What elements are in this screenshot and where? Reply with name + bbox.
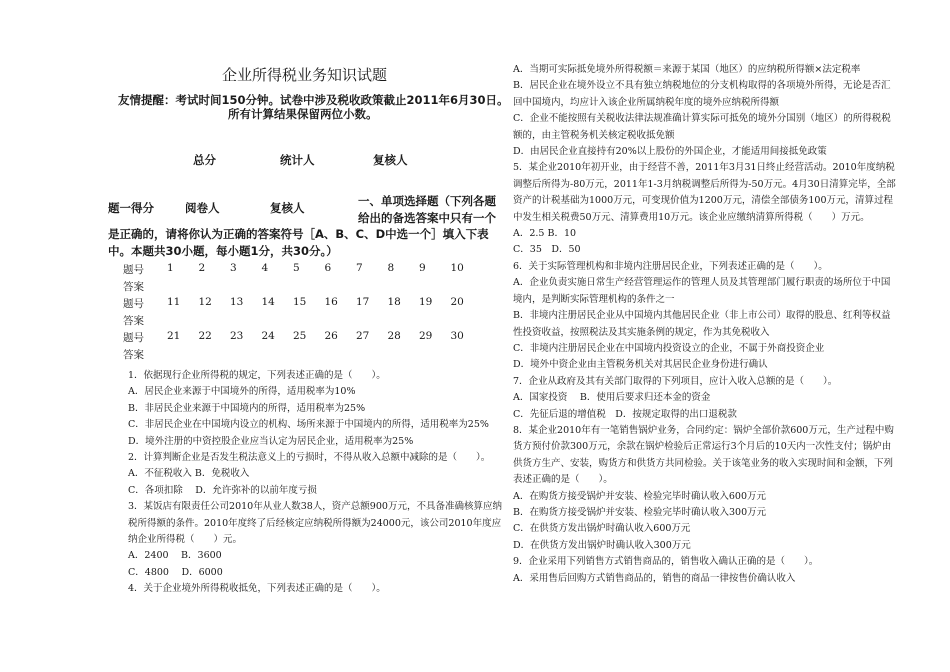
- question-number-cell: 20: [450, 296, 464, 308]
- answer-cell[interactable]: [356, 279, 388, 296]
- question-line: D．境外注册的中资控股企业应当认定为居民企业，适用税率为25%: [128, 435, 414, 447]
- question-number-cell: 10: [450, 262, 464, 274]
- answer-cell[interactable]: [293, 313, 325, 330]
- question-number-cell: 25: [293, 330, 307, 342]
- answer-cell[interactable]: [199, 313, 231, 330]
- answer-cell[interactable]: [293, 347, 325, 364]
- question-line: A．不征税收入 B．免税收入: [128, 468, 250, 480]
- answer-cell[interactable]: [293, 279, 325, 296]
- answer-cell[interactable]: [388, 313, 420, 330]
- question-line: D．在供货方发出锅炉时确认收入300万元: [513, 539, 691, 551]
- question-line: 6．关于实际管理机构和非境内注册居民企业，下列表述正确的是（ ）。: [513, 260, 828, 272]
- question-number-cell: 1: [167, 262, 174, 274]
- question-line: B．在购货方接受锅炉并安装、检验完毕时确认收入300万元: [513, 506, 767, 518]
- question-number-cell: 8: [387, 262, 395, 274]
- question-number-cell: 2: [198, 262, 206, 274]
- question-number-label: 题号: [123, 264, 144, 276]
- answer-cell[interactable]: [356, 313, 388, 330]
- question-number-label: 题号: [123, 332, 144, 344]
- answer-grid-answer-row: [123, 347, 482, 364]
- question-number-cell: 12: [198, 296, 212, 308]
- question-number-cell: 19: [419, 296, 433, 308]
- question-number-cell: 5: [293, 262, 300, 274]
- answer-cell[interactable]: [419, 313, 451, 330]
- section-reader-label: 阅卷人: [185, 201, 220, 215]
- answer-cell[interactable]: [230, 313, 262, 330]
- question-number-cell: 26: [324, 330, 338, 342]
- section-heading: 一、单项选择题（下列各题给出的备选答案中只有一个: [358, 194, 496, 225]
- answer-cell[interactable]: [388, 347, 420, 364]
- answer-grid-answer-row: [123, 279, 482, 296]
- answer-cell[interactable]: [199, 347, 231, 364]
- question-number-cell: 6: [324, 262, 332, 274]
- question-number-cell: 14: [261, 296, 275, 308]
- answer-cell[interactable]: [325, 279, 357, 296]
- question-line: B．居民企业在境外设立不具有独立纳税地位的分支机构取得的各项境外所得，无论是否汇回中国境内，均应计入该企业所属纳税年度的境外应纳税所得额: [513, 80, 891, 108]
- question-line: D．由居民企业直接持有20%以上股份的外国企业，才能适用间接抵免政策: [513, 146, 827, 158]
- left-question-column: [128, 368, 503, 598]
- right-question-column: [513, 62, 898, 587]
- answer-grid: [123, 262, 482, 364]
- question-number-cell: 23: [230, 330, 244, 342]
- notice-line-2: 所有计算结果保留两位小数。: [228, 107, 378, 121]
- answer-grid-question-row: [123, 262, 482, 279]
- question-number-cell: 22: [198, 330, 212, 342]
- answer-cell[interactable]: [451, 347, 483, 364]
- question-line: A．国家投资 B．使用后要求归还本金的资金: [513, 392, 711, 404]
- question-line: C．在供货方发出锅炉时确认收入600万元: [513, 523, 691, 535]
- question-number-cell: 11: [167, 296, 181, 308]
- question-number-cell: 16: [324, 296, 338, 308]
- notice-line-1: 友情提醒：考试时间150分钟。试卷中涉及税收政策截止2011年6月30日。: [118, 93, 509, 107]
- question-line: C．非居民企业在中国境内设立的机构、场所来源于中国境内的所得，适用税率为25%: [128, 419, 489, 431]
- question-line: A．居民企业来源于中国境外的所得，适用税率为10%: [128, 386, 356, 398]
- answer-label: 答案: [123, 349, 144, 361]
- question-line: C．各项扣除 D．允许弥补的以前年度亏损: [128, 484, 317, 496]
- section-instructions: 是正确的，请将你认为正确的答案符号［A、B、C、D中选一个］填入下表中。本题共30小题，每小题1分，共30分。）: [108, 227, 489, 258]
- question-line: D．境外中资企业由主管税务机关对其居民企业身份进行确认: [513, 359, 768, 371]
- question-line: C．先征后退的增值税 D．按规定取得的出口退税款: [513, 408, 737, 420]
- answer-cell[interactable]: [451, 313, 483, 330]
- score-stat-label: 统计人: [280, 153, 315, 167]
- answer-cell[interactable]: [325, 347, 357, 364]
- question-number-cell: 4: [261, 262, 269, 274]
- question-line: 5．某企业2010年初开业，由于经营不善，2011年3月31日终止经营活动。2010年度纳税调整后所得为-80万元，2011年1-3月纳税调整后所得为-50万元。4月30日清算完毕，全部资产的计税基础为1000万元，可变现价值为1200万元，清偿全部债务100万元，清算过程中发生相关税费50万元、清算费用10万元。该企业应缴纳清算所得税（ ）万元。: [513, 162, 896, 223]
- question-number-cell: 27: [356, 330, 370, 342]
- section-score-label: 题一得分: [108, 201, 154, 215]
- question-line: B．非境内注册居民企业从中国境内其他居民企业（非上市公司）取得的股息、红利等权益性投资收益，按照税法及其实施条例的规定，作为其免税收入: [513, 310, 891, 338]
- question-line: 4．关于企业境外所得税收抵免，下列表述正确的是（ ）。: [128, 583, 386, 595]
- answer-cell[interactable]: [451, 279, 483, 296]
- question-line: A．采用售后回购方式销售商品的，销售的商品一律按售价确认收入: [513, 572, 796, 584]
- answer-cell[interactable]: [199, 279, 231, 296]
- page-title: 企业所得税业务知识试题: [222, 66, 388, 84]
- question-number-cell: 13: [230, 296, 244, 308]
- question-number-cell: 21: [167, 330, 181, 342]
- question-number-cell: 28: [387, 330, 401, 342]
- question-line: A．2400 B．3600: [128, 550, 222, 562]
- question-line: C．企业不能按照有关税收法律法规准确计算实际可抵免的境外分国别（地区）的所得税税额的，由主管税务机关核定税收抵免额: [513, 113, 891, 141]
- question-line: A．在购货方接受锅炉并安装、检验完毕时确认收入600万元: [513, 490, 766, 502]
- answer-cell[interactable]: [167, 313, 199, 330]
- question-line: C．4800 D．6000: [128, 566, 223, 578]
- question-line: A．2.5 B．10: [513, 228, 577, 240]
- question-line: 8．某企业2010年有一笔销售锅炉业务，合同约定：锅炉全部价款600万元，生产过程中购货方预付价款300万元，余款在锅炉检验后正常运行3个月后的10天内一次性支付；锅炉由供货方生产、安装，购货方和供货方共同检验。关于该笔业务的收入实现时间和金额，下列表述正确的是（ ）。: [513, 424, 894, 486]
- question-line: 2．计算判断企业是否发生税法意义上的亏损时，不得从收入总额中减除的是（ ）。: [128, 452, 491, 464]
- answer-cell[interactable]: [167, 279, 199, 296]
- answer-cell[interactable]: [325, 313, 357, 330]
- question-number-cell: 15: [293, 296, 307, 308]
- answer-cell[interactable]: [230, 279, 262, 296]
- answer-label: 答案: [123, 315, 144, 327]
- question-line: B．非居民企业来源于中国境内的所得，适用税率为25%: [128, 402, 366, 414]
- question-line: 7．企业从政府及其有关部门取得的下列项目，应计入收入总额的是（ ）。: [513, 375, 838, 387]
- question-number-cell: 7: [356, 262, 363, 274]
- question-number-cell: 29: [419, 330, 433, 342]
- answer-grid-question-row: [123, 330, 482, 347]
- question-number-cell: 18: [387, 296, 401, 308]
- question-number-cell: 9: [419, 262, 426, 274]
- section-review-label: 复核人: [270, 201, 305, 215]
- answer-cell[interactable]: [419, 279, 451, 296]
- question-line: A．当期可实际抵免境外所得税额＝来源于某国（地区）的应纳税所得额×法定税率: [513, 64, 861, 75]
- question-line: A．企业负责实施日常生产经营管理运作的管理人员及其管理部门履行职责的场所位于中国境内，是判断实际管理机构的条件之一: [513, 277, 891, 305]
- score-review-label: 复核人: [373, 153, 408, 167]
- answer-cell[interactable]: [230, 347, 262, 364]
- question-line: C．35 D．50: [513, 244, 581, 256]
- question-line: 9．企业采用下列销售方式销售商品的，销售收入确认正确的是（ ）。: [513, 556, 819, 568]
- answer-cell[interactable]: [167, 347, 199, 364]
- answer-cell[interactable]: [419, 347, 451, 364]
- question-number-cell: 24: [261, 330, 275, 342]
- answer-grid-answer-row: [123, 313, 482, 330]
- answer-cell[interactable]: [262, 279, 294, 296]
- answer-cell[interactable]: [356, 347, 388, 364]
- answer-cell[interactable]: [388, 279, 420, 296]
- score-total-label: 总分: [193, 153, 216, 167]
- question-line: 1．依据现行企业所得税的规定，下列表述正确的是（ ）。: [128, 370, 386, 381]
- answer-cell[interactable]: [262, 347, 294, 364]
- question-number-cell: 17: [356, 296, 370, 308]
- question-number-cell: 30: [450, 330, 464, 342]
- question-number-label: 题号: [123, 298, 144, 310]
- question-number-cell: 3: [230, 262, 237, 274]
- answer-label: 答案: [123, 281, 144, 293]
- question-line: C．非境内注册居民企业在中国境内投资设立的企业，不属于外商投资企业: [513, 342, 825, 354]
- answer-cell[interactable]: [262, 313, 294, 330]
- answer-grid-question-row: [123, 296, 482, 313]
- question-line: 3．某饭店有限责任公司2010年从业人数38人，资产总额900万元，不具备准确核算应纳税所得额的条件。2010年度终了后经核定应纳税所得额为24000元，该公司2010年度应纳企业所得税（ ）元。: [128, 501, 502, 546]
